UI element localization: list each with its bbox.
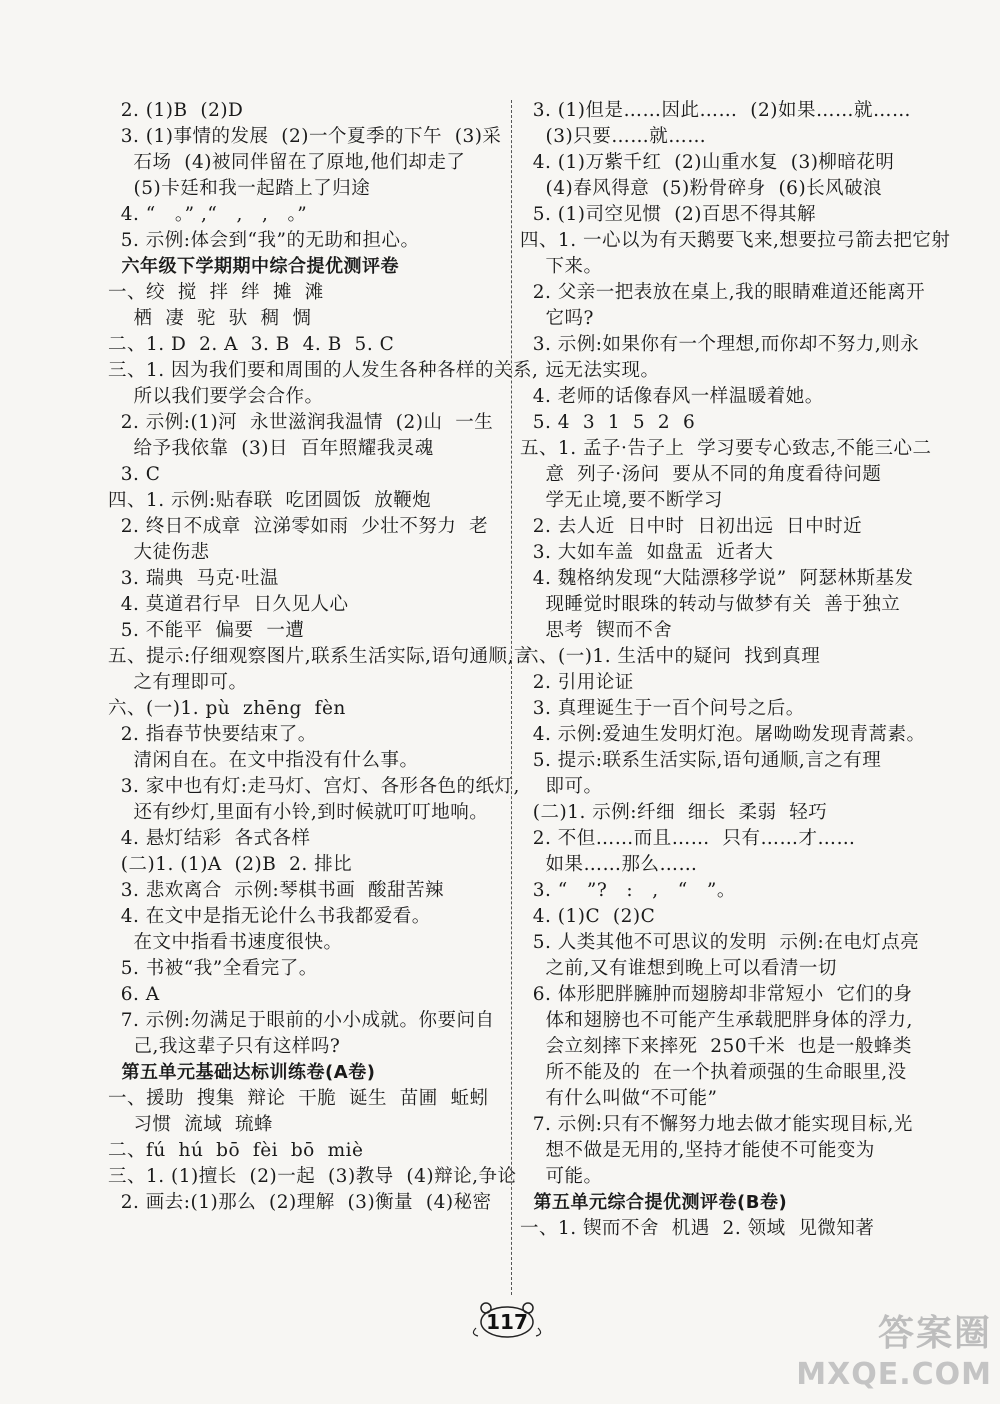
answer-line: 2. 终日不成章 泣涕零如雨 少壮不努力 老 bbox=[108, 516, 489, 537]
answer-line: 五、1. 孟子·告子上 学习要专心致志,不能三心二 bbox=[520, 438, 932, 459]
answer-line: 意 列子·汤问 要从不同的角度看待问题 bbox=[520, 464, 882, 485]
page-number-badge bbox=[470, 1300, 544, 1340]
answer-line: 所以我们要学会合作。 bbox=[108, 386, 324, 407]
answer-line: 4. (1)C (2)C bbox=[520, 906, 656, 927]
answer-line: 一、援助 搜集 辩论 干脆 诞生 苗圃 蚯蚓 bbox=[108, 1088, 489, 1109]
answer-line: 它吗? bbox=[520, 308, 594, 329]
answer-line: (3)只要……就…… bbox=[520, 126, 707, 147]
answer-line: 7. 示例:只有不懈努力地去做才能实现目标,光 bbox=[520, 1114, 913, 1135]
answer-line: 4. 老师的话像春风一样温暖着她。 bbox=[520, 386, 824, 407]
answer-line: 一、1. 锲而不舍 机遇 2. 领域 见微知著 bbox=[520, 1218, 875, 1239]
answer-line: 学无止境,要不断学习 bbox=[520, 490, 723, 511]
answer-line: 4. 示例:爱迪生发明灯泡。屠呦呦发现青蒿素。 bbox=[520, 724, 926, 745]
answer-line: 3. 大如车盖 如盘盂 近者大 bbox=[520, 542, 774, 563]
answer-line: 三、1. 因为我们要和周围的人发生各种各样的关系, bbox=[108, 360, 539, 381]
answer-line: 3. 悲欢离合 示例:琴棋书画 酸甜苦辣 bbox=[108, 880, 445, 901]
answer-line: 如果……那么…… bbox=[520, 854, 698, 875]
section-heading: 第五单元综合提优测评卷(B卷) bbox=[520, 1192, 788, 1213]
section-heading: 第五单元基础达标训练卷(A卷) bbox=[108, 1062, 376, 1083]
answer-line: 4. 魏格纳发现“大陆漂移学说” 阿瑟林斯基发 bbox=[520, 568, 914, 589]
answer-line: 可能。 bbox=[520, 1166, 603, 1187]
watermark-logo: 答案圈 bbox=[877, 1313, 992, 1354]
answer-line: 5. 4 3 1 5 2 6 bbox=[520, 412, 696, 433]
answer-line: 四、1. 一心以为有天鹅要飞来,想要拉弓箭去把它射 bbox=[520, 230, 951, 251]
section-heading: 六年级下学期期中综合提优测评卷 bbox=[108, 256, 400, 277]
answer-line: 四、1. 示例:贴春联 吃团圆饭 放鞭炮 bbox=[108, 490, 432, 511]
answer-line: (二)1. (1)A (2)B 2. 排比 bbox=[108, 854, 353, 875]
answer-line: 己,我这辈子只有这样吗? bbox=[108, 1036, 341, 1057]
answer-line: 3. 瑞典 马克·吐温 bbox=[108, 568, 279, 589]
answer-line: 所不能及的 在一个执着顽强的生命眼里,没 bbox=[520, 1062, 907, 1083]
answer-line: 体和翅膀也不可能产生承载肥胖身体的浮力, bbox=[520, 1010, 913, 1031]
column-divider bbox=[511, 100, 512, 1295]
watermark-url: MXQE.COM bbox=[796, 1357, 992, 1392]
answer-line: 大徒伤悲 bbox=[108, 542, 210, 563]
right-column bbox=[520, 98, 951, 1242]
answer-line: 有什么叫做“不可能” bbox=[520, 1088, 718, 1109]
answer-line: 三、1. (1)擅长 (2)一起 (3)教导 (4)辩论,争论 bbox=[108, 1166, 517, 1187]
answer-line: 6. A bbox=[108, 984, 160, 1005]
answer-line: 3. (1)但是……因此…… (2)如果……就…… bbox=[520, 100, 911, 121]
answer-line: 4. 莫道君行早 日久见人心 bbox=[108, 594, 349, 615]
answer-line: 2. 画去:(1)那么 (2)理解 (3)衡量 (4)秘密 bbox=[108, 1192, 492, 1213]
answer-line: 现睡觉时眼珠的转动与做梦有关 善于独立 bbox=[520, 594, 901, 615]
answer-line: 远无法实现。 bbox=[520, 360, 660, 381]
answer-line: 5. 不能平 偏要 一遭 bbox=[108, 620, 305, 641]
answer-line: 给予我依靠 (3)日 百年照耀我灵魂 bbox=[108, 438, 434, 459]
answer-line: 下来。 bbox=[520, 256, 603, 277]
answer-line: 六、(一)1. pù zhēng fèn bbox=[108, 698, 346, 719]
answer-line: 2. 不但……而且…… 只有……才…… bbox=[520, 828, 856, 849]
answer-line: 5. 示例:体会到“我”的无助和担心。 bbox=[108, 230, 420, 251]
answer-line: (4)春风得意 (5)粉骨碎身 (6)长风破浪 bbox=[520, 178, 883, 199]
answer-line: 还有纱灯,里面有小铃,到时候就叮叮地响。 bbox=[108, 802, 489, 823]
answer-line: 2. (1)B (2)D bbox=[108, 100, 244, 121]
answer-line: 4. 悬灯结彩 各式各样 bbox=[108, 828, 311, 849]
page-number: 117 bbox=[486, 1310, 528, 1334]
watermark bbox=[760, 1305, 1000, 1400]
answer-line: 一、绞 搅 拌 绊 摊 滩 bbox=[108, 282, 324, 303]
answer-line: 思考 锲而不舍 bbox=[520, 620, 673, 641]
answer-line: 2. 指春节快要结束了。 bbox=[108, 724, 317, 745]
answer-line: 4. “ 。” ,“ , , 。” bbox=[108, 204, 308, 225]
answer-line: 栖 凄 驼 驮 稠 惆 bbox=[108, 308, 312, 329]
answer-line: 5. (1)司空见惯 (2)百思不得其解 bbox=[520, 204, 816, 225]
answer-line: 3. 家中也有灯:走马灯、宫灯、各形各色的纸灯, bbox=[108, 776, 520, 797]
answer-line: 3. 真理诞生于一百个问号之后。 bbox=[520, 698, 805, 719]
answer-line: 即可。 bbox=[520, 776, 603, 797]
left-column bbox=[108, 98, 539, 1216]
answer-line: 在文中指看书速度很快。 bbox=[108, 932, 343, 953]
answer-line: 3. 示例:如果你有一个理想,而你却不努力,则永 bbox=[520, 334, 920, 355]
answer-line: 六、(一)1. 生活中的疑问 找到真理 bbox=[520, 646, 821, 667]
answer-line: 2. 引用论证 bbox=[520, 672, 634, 693]
answer-line: 4. 在文中是指无论什么书我都爱看。 bbox=[108, 906, 431, 927]
answer-line: 2. 去人近 日中时 日初出远 日中时近 bbox=[520, 516, 863, 537]
answer-line: 5. 书被“我”全看完了。 bbox=[108, 958, 318, 979]
answer-line: 想不做是无用的,坚持才能使不可能变为 bbox=[520, 1140, 875, 1161]
answer-line: 清闲自在。在文中指没有什么事。 bbox=[108, 750, 419, 771]
answer-line: 之前,又有谁想到晚上可以看清一切 bbox=[520, 958, 837, 979]
answer-line: 二、fú hú bō fèi bō miè bbox=[108, 1140, 364, 1161]
answer-line: 会立刻摔下来摔死 250千米 也是一般蜂类 bbox=[520, 1036, 912, 1057]
answer-line: (二)1. 示例:纤细 细长 柔弱 轻巧 bbox=[520, 802, 828, 823]
answer-line: 之有理即可。 bbox=[108, 672, 248, 693]
answer-line: 3. C bbox=[108, 464, 161, 485]
answer-line: 石场 (4)被同伴留在了原地,他们却走了 bbox=[108, 152, 466, 173]
answer-line: 2. 父亲一把表放在桌上,我的眼睛难道还能离开 bbox=[520, 282, 926, 303]
answer-line: 5. 提示:联系生活实际,语句通顺,言之有理 bbox=[520, 750, 882, 771]
answer-line: 习惯 流域 琉蜂 bbox=[108, 1114, 274, 1135]
answer-line: 五、提示:仔细观察图片,联系生活实际,语句通顺,言 bbox=[108, 646, 533, 667]
answer-line: 5. 人类其他不可思议的发明 示例:在电灯点亮 bbox=[520, 932, 920, 953]
answer-line: 4. (1)万紫千红 (2)山重水复 (3)柳暗花明 bbox=[520, 152, 895, 173]
answer-line: (5)卡廷和我一起踏上了归途 bbox=[108, 178, 371, 199]
answer-line: 6. 体形肥胖臃肿而翅膀却非常短小 它们的身 bbox=[520, 984, 913, 1005]
answer-line: 3. (1)事情的发展 (2)一个夏季的下午 (3)采 bbox=[108, 126, 502, 147]
answer-line: 2. 示例:(1)河 永世滋润我温情 (2)山 一生 bbox=[108, 412, 494, 433]
answer-line: 3. “ ”? : , “ ”。 bbox=[520, 880, 736, 901]
answer-line: 二、1. D 2. A 3. B 4. B 5. C bbox=[108, 334, 395, 355]
answer-line: 7. 示例:勿满足于眼前的小小成就。你要问自 bbox=[108, 1010, 495, 1031]
